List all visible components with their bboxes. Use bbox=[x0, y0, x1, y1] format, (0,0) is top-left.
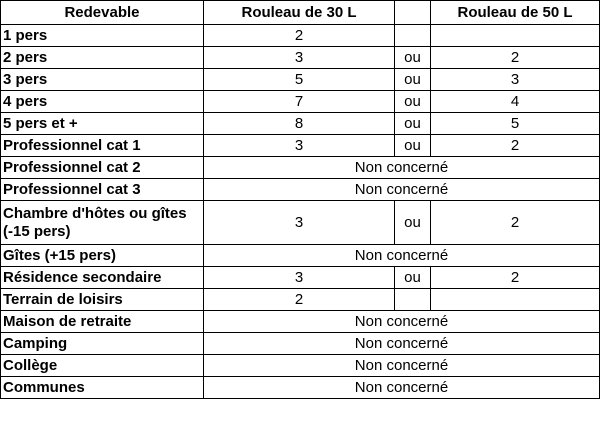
rouleau-30-value: 3 bbox=[204, 267, 395, 289]
rouleau-50-value bbox=[431, 289, 600, 311]
row-label: 4 pers bbox=[1, 91, 204, 113]
table-row bbox=[1, 25, 600, 47]
rouleau-30-value: 7 bbox=[204, 91, 395, 113]
rouleau-30-value: 2 bbox=[204, 25, 395, 47]
ou-separator: ou bbox=[395, 113, 431, 135]
row-label: Chambre d'hôtes ou gîtes (-15 pers) bbox=[1, 201, 204, 245]
table-row bbox=[1, 157, 600, 179]
row-label: Professionnel cat 2 bbox=[1, 157, 204, 179]
table-row bbox=[1, 201, 600, 245]
row-label: Gîtes (+15 pers) bbox=[1, 245, 204, 267]
rouleau-50-value: 4 bbox=[431, 91, 600, 113]
table-row bbox=[1, 135, 600, 157]
table-row bbox=[1, 47, 600, 69]
table-row bbox=[1, 355, 600, 377]
non-concerne-cell: Non concerné bbox=[204, 245, 600, 267]
ou-separator: ou bbox=[395, 47, 431, 69]
rouleau-30-value: 5 bbox=[204, 69, 395, 91]
table-row bbox=[1, 245, 600, 267]
rouleau-50-value: 2 bbox=[431, 47, 600, 69]
table-row bbox=[1, 377, 600, 399]
table-row bbox=[1, 91, 600, 113]
non-concerne-cell: Non concerné bbox=[204, 377, 600, 399]
row-label: 2 pers bbox=[1, 47, 204, 69]
ou-separator: ou bbox=[395, 267, 431, 289]
non-concerne-cell: Non concerné bbox=[204, 355, 600, 377]
row-label: Professionnel cat 1 bbox=[1, 135, 204, 157]
row-label: Maison de retraite bbox=[1, 311, 204, 333]
table-row bbox=[1, 267, 600, 289]
table-row bbox=[1, 333, 600, 355]
row-label: Communes bbox=[1, 377, 204, 399]
header-redevable: Redevable bbox=[1, 1, 204, 25]
rouleau-50-value: 5 bbox=[431, 113, 600, 135]
ou-separator: ou bbox=[395, 69, 431, 91]
ou-separator bbox=[395, 289, 431, 311]
row-label: Résidence secondaire bbox=[1, 267, 204, 289]
non-concerne-cell: Non concerné bbox=[204, 157, 600, 179]
row-label: Professionnel cat 3 bbox=[1, 179, 204, 201]
header-rouleau-30: Rouleau de 30 L bbox=[204, 1, 395, 25]
ou-separator: ou bbox=[395, 201, 431, 245]
header-separator bbox=[395, 1, 431, 25]
table-row bbox=[1, 311, 600, 333]
row-label: 1 pers bbox=[1, 25, 204, 47]
ou-separator: ou bbox=[395, 135, 431, 157]
rouleau-50-value: 2 bbox=[431, 201, 600, 245]
rouleau-50-value: 2 bbox=[431, 267, 600, 289]
ou-separator bbox=[395, 25, 431, 47]
row-label: Camping bbox=[1, 333, 204, 355]
row-label: 3 pers bbox=[1, 69, 204, 91]
non-concerne-cell: Non concerné bbox=[204, 179, 600, 201]
table-body bbox=[1, 25, 600, 399]
header-row bbox=[1, 1, 600, 25]
rouleau-30-value: 3 bbox=[204, 47, 395, 69]
rouleau-30-value: 3 bbox=[204, 135, 395, 157]
rouleau-50-value: 2 bbox=[431, 135, 600, 157]
header-rouleau-50: Rouleau de 50 L bbox=[431, 1, 600, 25]
non-concerne-cell: Non concerné bbox=[204, 311, 600, 333]
rouleau-30-value: 2 bbox=[204, 289, 395, 311]
table-row bbox=[1, 289, 600, 311]
rouleau-30-value: 3 bbox=[204, 201, 395, 245]
rouleau-30-value: 8 bbox=[204, 113, 395, 135]
rouleau-50-value: 3 bbox=[431, 69, 600, 91]
table-row bbox=[1, 113, 600, 135]
non-concerne-cell: Non concerné bbox=[204, 333, 600, 355]
row-label: 5 pers et + bbox=[1, 113, 204, 135]
rouleau-50-value bbox=[431, 25, 600, 47]
row-label: Terrain de loisirs bbox=[1, 289, 204, 311]
table-row bbox=[1, 179, 600, 201]
row-label: Collège bbox=[1, 355, 204, 377]
table-row bbox=[1, 69, 600, 91]
ou-separator: ou bbox=[395, 91, 431, 113]
